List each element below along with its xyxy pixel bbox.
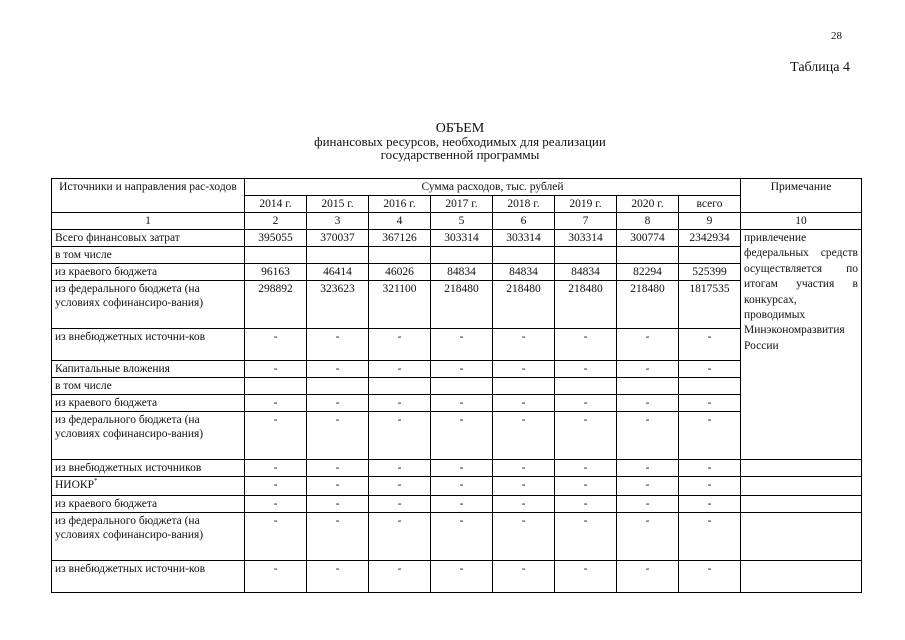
total-cell: - — [679, 460, 741, 477]
total-cell: 1817535 — [679, 281, 741, 329]
value-cell: - — [369, 513, 431, 561]
value-cell: - — [431, 496, 493, 513]
value-cell: - — [245, 496, 307, 513]
value-cell: - — [617, 412, 679, 460]
row-label-text: из внебюджетных источни-ков — [55, 563, 206, 575]
value-cell: - — [245, 561, 307, 593]
value-cell: - — [493, 395, 555, 412]
column-number: 2 — [245, 213, 307, 230]
value-cell: - — [431, 412, 493, 460]
value-cell — [245, 378, 307, 395]
row-label-text: из внебюджетных источников — [55, 462, 202, 474]
column-number: 3 — [307, 213, 369, 230]
value-cell: 395055 — [245, 230, 307, 247]
value-cell: - — [493, 329, 555, 361]
column-number: 8 — [617, 213, 679, 230]
value-cell: - — [617, 496, 679, 513]
value-cell: - — [307, 496, 369, 513]
header-row-numbers — [52, 213, 862, 230]
value-cell: - — [369, 361, 431, 378]
table-row — [52, 230, 862, 247]
row-label-text: в том числе — [55, 249, 112, 261]
value-cell: - — [245, 395, 307, 412]
value-cell: - — [555, 329, 617, 361]
row-label-text: из федерального бюджета (на условиях софинансиро-вания) — [55, 414, 204, 440]
row-label — [52, 412, 245, 460]
table-row — [52, 412, 862, 460]
column-number: 5 — [431, 213, 493, 230]
row-label — [52, 561, 245, 593]
header-year: 2015 г. — [307, 196, 369, 213]
row-label-text: из краевого бюджета — [55, 397, 158, 409]
row-label — [52, 496, 245, 513]
value-cell: - — [307, 513, 369, 561]
row-label — [52, 477, 245, 496]
title-line-2: финансовых ресурсов, необходимых для реализации — [314, 134, 606, 149]
value-cell: - — [617, 329, 679, 361]
row-label-text: Всего финансовых затрат — [55, 232, 180, 244]
value-cell: 218480 — [555, 281, 617, 329]
total-cell: 525399 — [679, 264, 741, 281]
header-year: 2014 г. — [245, 196, 307, 213]
value-cell: - — [493, 412, 555, 460]
value-cell: - — [617, 513, 679, 561]
value-cell — [493, 247, 555, 264]
value-cell: 218480 — [493, 281, 555, 329]
row-label — [52, 378, 245, 395]
value-cell: - — [617, 477, 679, 496]
table-row — [52, 496, 862, 513]
value-cell: - — [369, 496, 431, 513]
row-label-text: НИОКР — [55, 479, 94, 491]
value-cell: - — [493, 361, 555, 378]
value-cell: 84834 — [555, 264, 617, 281]
note-cell-empty — [741, 477, 862, 496]
row-label — [52, 361, 245, 378]
row-label — [52, 264, 245, 281]
value-cell — [617, 247, 679, 264]
value-cell: - — [245, 513, 307, 561]
note-cell-empty — [741, 513, 862, 561]
value-cell: - — [555, 395, 617, 412]
value-cell: - — [307, 412, 369, 460]
total-cell: - — [679, 496, 741, 513]
row-label-text: из федерального бюджета (на условиях софинансиро-вания) — [55, 515, 204, 541]
value-cell: - — [369, 329, 431, 361]
value-cell: - — [555, 477, 617, 496]
row-label-text: Капитальные вложения — [55, 363, 170, 375]
total-cell: - — [679, 561, 741, 593]
value-cell: - — [431, 329, 493, 361]
total-cell: - — [679, 361, 741, 378]
value-cell: - — [245, 361, 307, 378]
row-label-text: из краевого бюджета — [55, 498, 158, 510]
row-label — [52, 329, 245, 361]
value-cell: 321100 — [369, 281, 431, 329]
row-label — [52, 247, 245, 264]
value-cell: - — [307, 329, 369, 361]
table-row — [52, 561, 862, 593]
header-sources: Источники и направления рас-ходов — [52, 179, 245, 213]
value-cell — [369, 247, 431, 264]
note-cell-empty — [741, 561, 862, 593]
value-cell: - — [555, 561, 617, 593]
value-cell — [307, 378, 369, 395]
total-cell: - — [679, 412, 741, 460]
value-cell: 303314 — [493, 230, 555, 247]
value-cell: 367126 — [369, 230, 431, 247]
value-cell: - — [307, 395, 369, 412]
value-cell: - — [431, 561, 493, 593]
value-cell — [369, 378, 431, 395]
value-cell — [555, 378, 617, 395]
value-cell: 84834 — [493, 264, 555, 281]
value-cell: - — [245, 329, 307, 361]
header-total: всего — [679, 196, 741, 213]
row-label — [52, 513, 245, 561]
value-cell: - — [493, 561, 555, 593]
value-cell: 298892 — [245, 281, 307, 329]
total-cell: 2342934 — [679, 230, 741, 247]
value-cell: - — [555, 412, 617, 460]
value-cell: - — [431, 361, 493, 378]
column-number: 10 — [741, 213, 862, 230]
value-cell: - — [555, 496, 617, 513]
value-cell: 96163 — [245, 264, 307, 281]
value-cell: - — [307, 361, 369, 378]
row-label-text: в том числе — [55, 380, 112, 392]
table-row — [52, 378, 862, 395]
table-row — [52, 395, 862, 412]
table-row — [52, 477, 862, 496]
table-row — [52, 361, 862, 378]
value-cell: 84834 — [431, 264, 493, 281]
row-label-text: из внебюджетных источни-ков — [55, 331, 206, 343]
value-cell: - — [493, 513, 555, 561]
column-number: 9 — [679, 213, 741, 230]
header-note: Примечание — [741, 179, 862, 213]
value-cell: 218480 — [431, 281, 493, 329]
table-caption: Таблица 4 — [790, 60, 850, 75]
value-cell: - — [307, 477, 369, 496]
table-row — [52, 264, 862, 281]
value-cell: - — [431, 513, 493, 561]
value-cell: 300774 — [617, 230, 679, 247]
total-cell: - — [679, 329, 741, 361]
value-cell: 46026 — [369, 264, 431, 281]
column-number: 1 — [52, 213, 245, 230]
value-cell: - — [431, 477, 493, 496]
value-cell: - — [245, 460, 307, 477]
value-cell: - — [617, 395, 679, 412]
row-label-text: из краевого бюджета — [55, 266, 158, 278]
value-cell — [617, 378, 679, 395]
row-label — [52, 460, 245, 477]
value-cell: - — [307, 561, 369, 593]
row-label — [52, 281, 245, 329]
table-row — [52, 460, 862, 477]
footnote-mark: * — [93, 477, 98, 486]
value-cell — [245, 247, 307, 264]
document-title — [190, 122, 730, 161]
table-row — [52, 513, 862, 561]
title-main: ОБЪЕМ — [435, 121, 485, 136]
value-cell: - — [369, 395, 431, 412]
value-cell: - — [369, 460, 431, 477]
total-cell: - — [679, 477, 741, 496]
value-cell — [431, 247, 493, 264]
value-cell: 370037 — [307, 230, 369, 247]
column-number: 4 — [369, 213, 431, 230]
value-cell: - — [369, 561, 431, 593]
value-cell: 82294 — [617, 264, 679, 281]
column-number: 7 — [555, 213, 617, 230]
table-row — [52, 247, 862, 264]
title-line-3: государственной программы — [380, 147, 540, 162]
header-year: 2018 г. — [493, 196, 555, 213]
note-cell-empty — [741, 460, 862, 477]
value-cell: - — [493, 477, 555, 496]
value-cell: 323623 — [307, 281, 369, 329]
row-label-text: из федерального бюджета (на условиях софинансиро-вания) — [55, 283, 204, 309]
header-row-1 — [52, 179, 862, 196]
value-cell — [431, 378, 493, 395]
value-cell: - — [369, 477, 431, 496]
value-cell — [555, 247, 617, 264]
value-cell: - — [431, 460, 493, 477]
value-cell: - — [617, 361, 679, 378]
table-row — [52, 329, 862, 361]
table-row — [52, 281, 862, 329]
value-cell: 303314 — [555, 230, 617, 247]
header-sum: Сумма расходов, тыс. рублей — [245, 179, 741, 196]
value-cell: - — [245, 412, 307, 460]
column-number: 6 — [493, 213, 555, 230]
value-cell: 303314 — [431, 230, 493, 247]
value-cell: 218480 — [617, 281, 679, 329]
row-label — [52, 230, 245, 247]
total-cell: - — [679, 513, 741, 561]
financing-table — [51, 178, 862, 593]
value-cell: - — [555, 513, 617, 561]
value-cell: - — [431, 395, 493, 412]
value-cell: - — [493, 496, 555, 513]
total-cell — [679, 378, 741, 395]
value-cell — [493, 378, 555, 395]
value-cell: - — [555, 460, 617, 477]
total-cell — [679, 247, 741, 264]
page-number: 28 — [831, 30, 842, 42]
value-cell: - — [617, 561, 679, 593]
value-cell: - — [555, 361, 617, 378]
note-cell-empty — [741, 496, 862, 513]
row-label — [52, 395, 245, 412]
value-cell: - — [493, 460, 555, 477]
note-cell: привлечение федеральных средств осуществляется по итогам участия в конкурсах, проводимых Минэкономразвития России — [741, 230, 862, 460]
total-cell: - — [679, 395, 741, 412]
value-cell: - — [307, 460, 369, 477]
header-year: 2016 г. — [369, 196, 431, 213]
header-year: 2017 г. — [431, 196, 493, 213]
header-year: 2019 г. — [555, 196, 617, 213]
value-cell — [307, 247, 369, 264]
value-cell: - — [245, 477, 307, 496]
header-year: 2020 г. — [617, 196, 679, 213]
value-cell: 46414 — [307, 264, 369, 281]
value-cell: - — [369, 412, 431, 460]
value-cell: - — [617, 460, 679, 477]
